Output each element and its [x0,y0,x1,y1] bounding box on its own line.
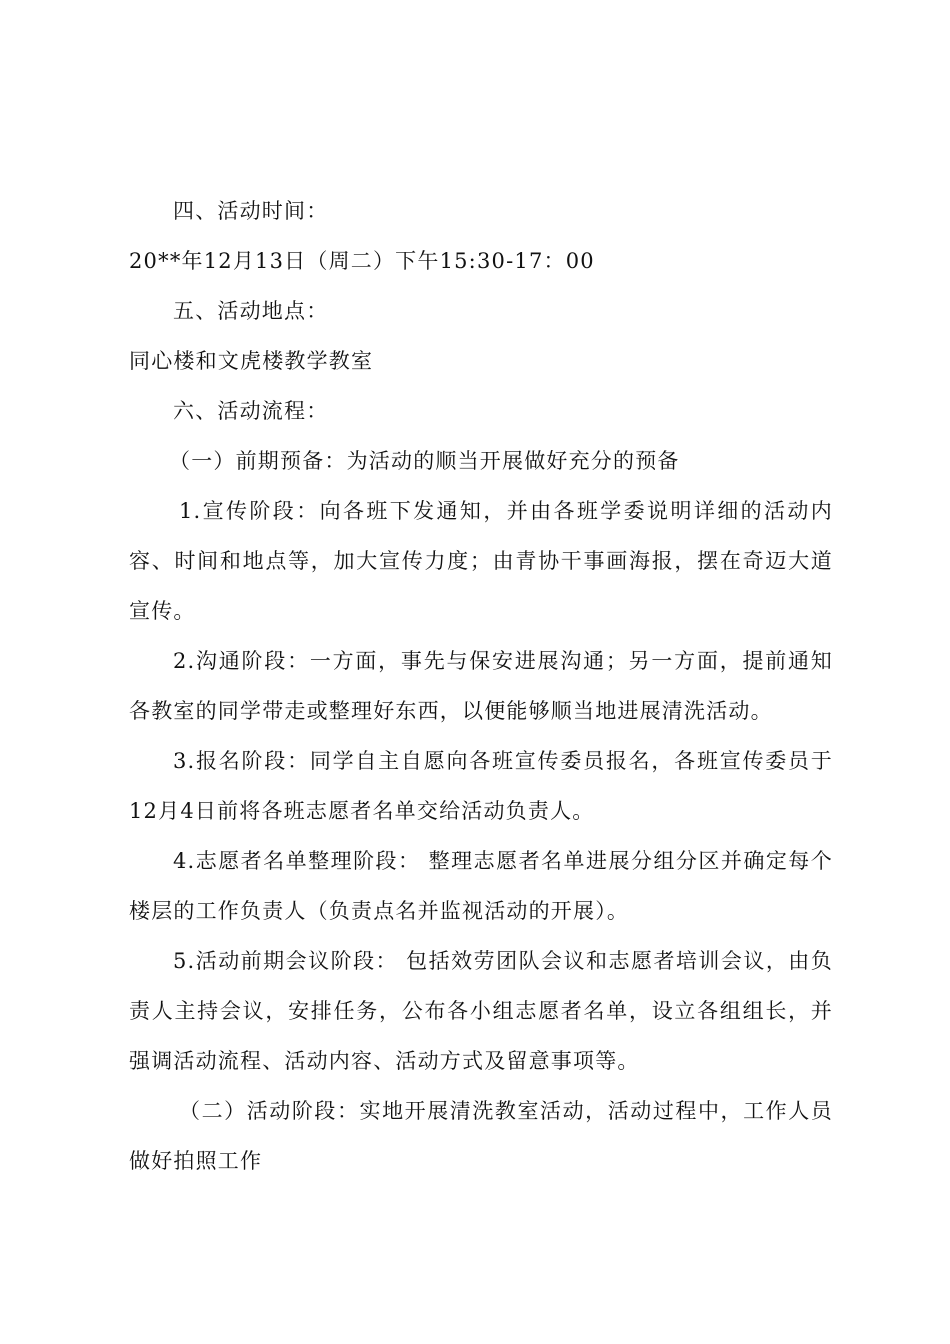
paragraph-line: 各教室的同学带走或整理好东西，以便能够顺当地进展清洗活动。 [129,699,773,723]
paragraph-line: 2.沟通阶段：一方面，事先与保安进展沟通；另一方面，提前通知 [173,649,833,673]
subsection-preparation: （一）前期预备：为活动的顺当开展做好充分的预备 [169,449,680,473]
paragraph-line: 宣传。 [129,599,196,623]
paragraph-line: 5.活动前期会议阶段： 包括效劳团队会议和志愿者培训会议，由负 [173,949,833,973]
location-value: 同心楼和文虎楼教学教室 [129,349,374,373]
paragraph-line: 3.报名阶段：同学自主自愿向各班宣传委员报名，各班宣传委员于 [173,749,833,773]
section-heading-process: 六、活动流程： [173,399,329,423]
paragraph-line: 12月4日前将各班志愿者名单交给活动负责人。 [129,799,595,823]
paragraph-line: 强调活动流程、活动内容、活动方式及留意事项等。 [129,1049,640,1073]
paragraph-line: 4.志愿者名单整理阶段： 整理志愿者名单进展分组分区并确定每个 [173,849,833,873]
paragraph-line: 做好拍照工作 [129,1149,263,1173]
paragraph-line: 容、时间和地点等，加大宣传力度；由青协干事画海报，摆在奇迈大道 [129,549,833,573]
section-heading-location: 五、活动地点： [173,299,329,323]
paragraph-line: 楼层的工作负责人（负责点名并监视活动的开展）。 [129,899,630,923]
paragraph-line: 1.宣传阶段：向各班下发通知，并由各班学委说明详细的活动内 [179,499,833,523]
section-heading-time: 四、活动时间： [173,199,329,223]
subsection-activity: （二）活动阶段：实地开展清洗教室活动，活动过程中，工作人员 [179,1099,833,1123]
paragraph-line: 责人主持会议，安排任务，公布各小组志愿者名单，设立各组组长，并 [129,999,833,1023]
document-body [129,186,833,1186]
time-value: 20**年12月13日（周二）下午15:30-17：00 [129,249,595,273]
